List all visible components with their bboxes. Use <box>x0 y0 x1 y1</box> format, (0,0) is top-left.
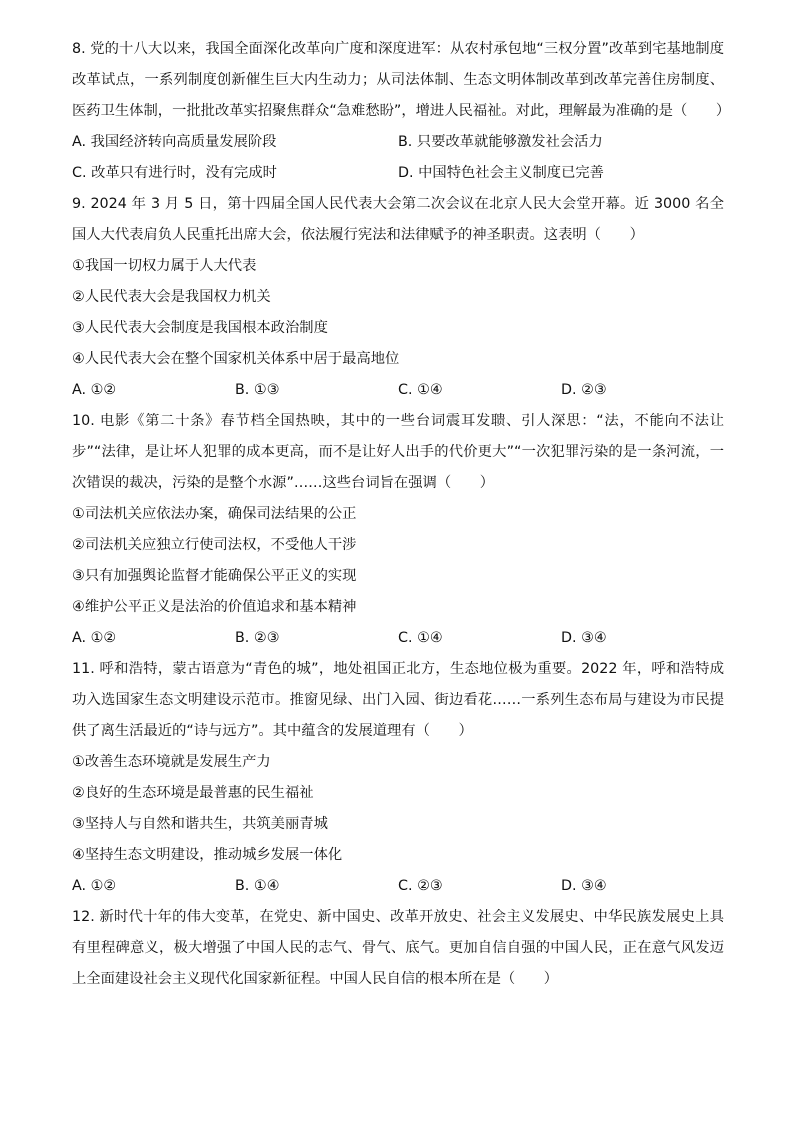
question-stem: 8. 党的十八大以来，我国全面深化改革向广度和深度进军：从农村承包地“三权分置”改革到宅基地制度改革试点，一系列制度创新催生巨大内生动力；从司法体制、生态文明体制改革到改革完善住房制度、医药卫生体制，一批批改革实招聚焦群众“急难愁盼”，增进人民福祉。对此，理解最为准确的是（ ） <box>72 41 731 119</box>
statement-4: ④坚持生态文明建设，推动城乡发展一体化 <box>72 847 343 863</box>
question-stem: 9. 2024 年 3 月 5 日，第十四届全国人民代表大会第二次会议在北京人民大会堂开幕。近 3000 名全国人大代表肩负人民重托出席大会，依法履行宪法和法律赋予的神圣职责。这表明（ ） <box>72 196 724 243</box>
question-11 <box>72 654 724 902</box>
question-stem: 11. 呼和浩特，蒙古语意为“青色的城”，地处祖国正北方，生态地位极为重要。2022 年，呼和浩特成功入选国家生态文明建设示范市。推窗见绿、出门入园、街边看花……一系列生态布局与建设为市民提供了离生活最近的“诗与远方”。其中蕴含的发展道理有（ ） <box>72 661 724 739</box>
option-c[interactable]: C. ②③ <box>398 878 443 894</box>
option-b[interactable]: B. ②③ <box>235 630 280 646</box>
statement-1: ①改善生态环境就是发展生产力 <box>72 754 271 770</box>
statement-4: ④维护公平正义是法治的价值追求和基本精神 <box>72 599 357 615</box>
option-c[interactable]: C. ①④ <box>398 630 443 646</box>
answer-options <box>72 375 724 406</box>
question-stem: 10. 电影《第二十条》春节档全国热映，其中的一些台词震耳发聩、引人深思：“法，不能向不法让步”“法律，是让坏人犯罪的成本更高，而不是让好人出手的代价更大”“一次犯罪污染的是一条河流，一次错误的裁决，污染的是整个水源”……这些台词旨在强调（ ） <box>72 413 724 491</box>
statement-2: ②良好的生态环境是最普惠的民生福祉 <box>72 785 314 801</box>
option-c[interactable]: C. 改革只有进行时，没有完成时 <box>72 165 277 181</box>
option-a[interactable]: A. 我国经济转向高质量发展阶段 <box>72 134 277 150</box>
option-b[interactable]: B. ①③ <box>235 382 280 398</box>
answer-options <box>72 871 724 902</box>
answer-options <box>72 127 724 189</box>
statement-2: ②人民代表大会是我国权力机关 <box>72 289 271 305</box>
option-a[interactable]: A. ①② <box>72 382 117 398</box>
question-10 <box>72 406 724 654</box>
option-c[interactable]: C. ①④ <box>398 382 443 398</box>
option-d[interactable]: D. ③④ <box>561 630 607 646</box>
statement-1: ①司法机关应依法办案，确保司法结果的公正 <box>72 506 357 522</box>
statement-3: ③坚持人与自然和谐共生，共筑美丽青城 <box>72 816 328 832</box>
question-9 <box>72 189 724 406</box>
question-stem: 12. 新时代十年的伟大变革，在党史、新中国史、改革开放史、社会主义发展史、中华民族发展史上具有里程碑意义，极大增强了中国人民的志气、骨气、底气。更加自信自强的中国人民，正在意气风发迈上全面建设社会主义现代化国家新征程。中国人民自信的根本所在是（ ） <box>72 909 724 987</box>
option-d[interactable]: D. 中国特色社会主义制度已完善 <box>398 165 604 181</box>
statement-1: ①我国一切权力属于人大代表 <box>72 258 257 274</box>
exam-page <box>72 34 731 995</box>
option-a[interactable]: A. ①② <box>72 878 117 894</box>
question-12 <box>72 902 724 995</box>
option-b[interactable]: B. ①④ <box>235 878 280 894</box>
option-b[interactable]: B. 只要改革就能够激发社会活力 <box>398 134 603 150</box>
question-8 <box>72 34 731 189</box>
option-a[interactable]: A. ①② <box>72 630 117 646</box>
option-d[interactable]: D. ②③ <box>561 382 607 398</box>
statement-3: ③只有加强舆论监督才能确保公平正义的实现 <box>72 568 357 584</box>
option-d[interactable]: D. ③④ <box>561 878 607 894</box>
answer-options <box>72 623 724 654</box>
statement-3: ③人民代表大会制度是我国根本政治制度 <box>72 320 328 336</box>
statement-2: ②司法机关应独立行使司法权，不受他人干涉 <box>72 537 357 553</box>
statement-4: ④人民代表大会在整个国家机关体系中居于最高地位 <box>72 351 400 367</box>
